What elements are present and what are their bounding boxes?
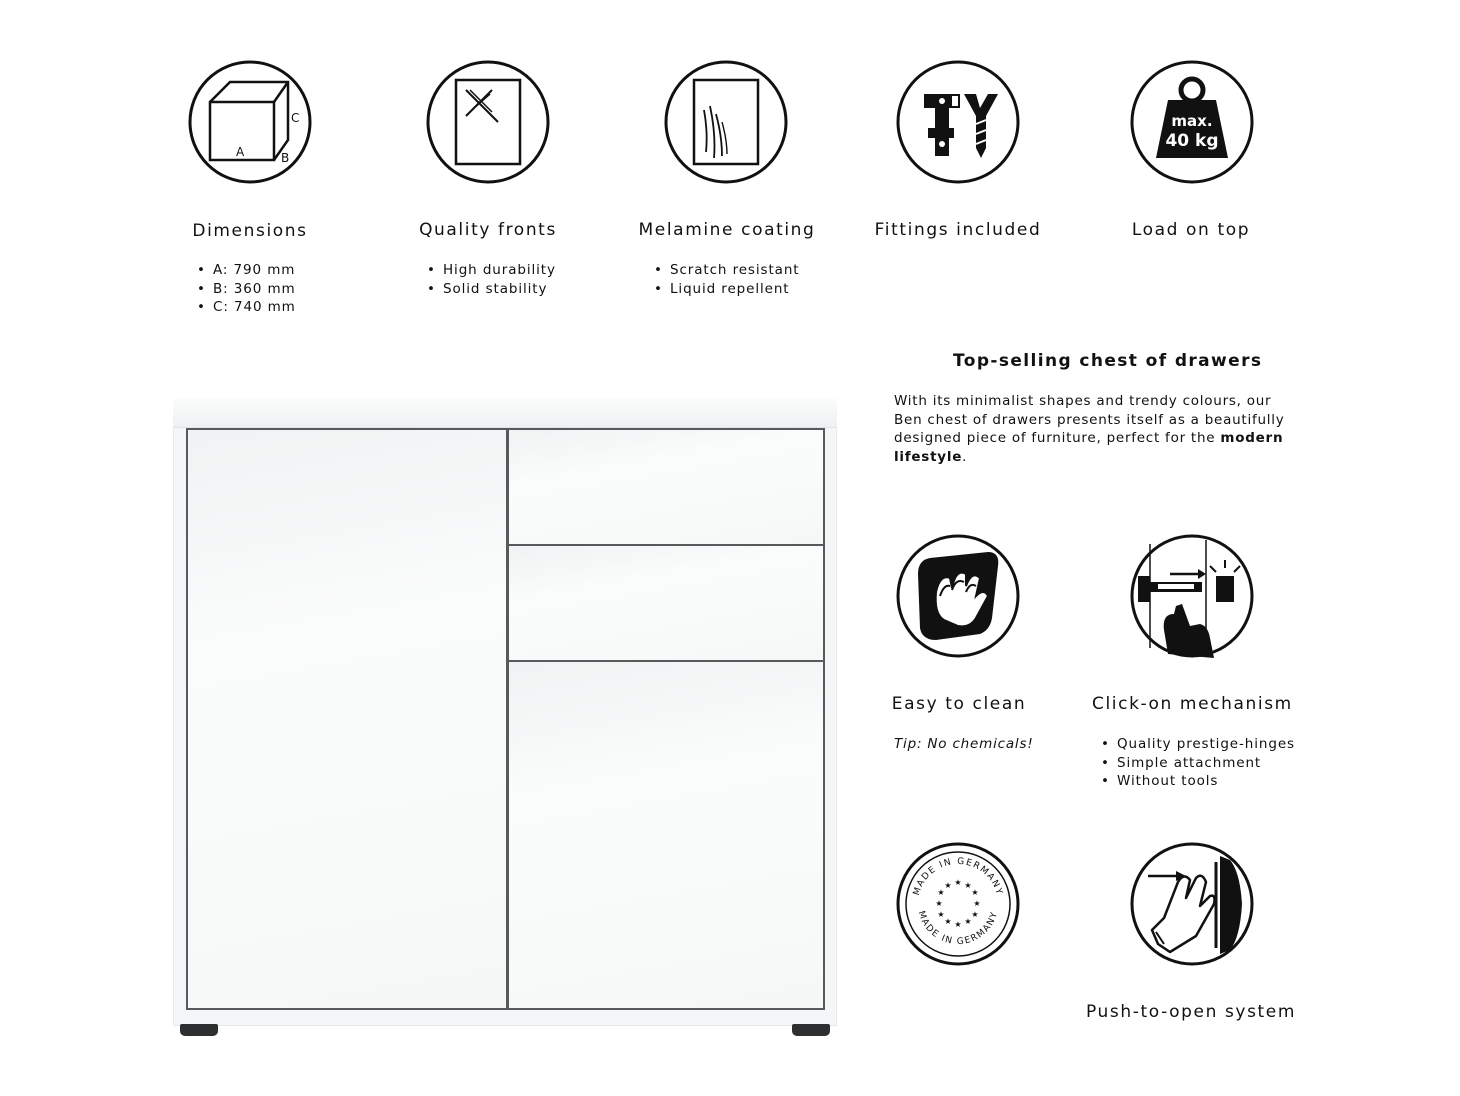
svg-text:★: ★ <box>937 910 945 919</box>
svg-text:★: ★ <box>971 888 979 897</box>
dimensions-list <box>197 261 296 317</box>
svg-text:★: ★ <box>971 910 979 919</box>
svg-text:★: ★ <box>954 920 962 929</box>
svg-text:★: ★ <box>944 881 952 890</box>
dimensions-title: Dimensions <box>192 221 308 241</box>
melamine-coating-list <box>654 261 799 298</box>
list-item: • High durability <box>427 261 556 280</box>
svg-text:★: ★ <box>954 878 962 887</box>
cabinet-right-door <box>507 660 825 1010</box>
cube-label-b: B <box>281 151 290 165</box>
intro-emphasis: modern lifestyle <box>894 430 1284 465</box>
list-item: • C: 740 mm <box>197 298 296 317</box>
click-on-hinge-icon <box>1130 534 1254 658</box>
list-item: • Simple attachment <box>1101 754 1295 773</box>
list-item: • A: 790 mm <box>197 261 296 280</box>
weight-label-kg: 40 kg <box>1165 131 1219 151</box>
list-item: • Without tools <box>1101 772 1295 791</box>
seal-text-bottom: MADE IN GERMANY <box>915 909 1001 948</box>
list-item: • B: 360 mm <box>197 280 296 299</box>
quality-fronts-title: Quality fronts <box>419 220 557 240</box>
made-in-germany-seal-icon <box>896 842 1020 966</box>
list-item: • Quality prestige-hinges <box>1101 735 1295 754</box>
cube-label-a: A <box>236 145 245 159</box>
fittings-included-title: Fittings included <box>874 220 1042 240</box>
click-on-mechanism-title: Click-on mechanism <box>1092 694 1293 714</box>
list-item: • Liquid repellent <box>654 280 799 299</box>
fittings-icon <box>896 60 1020 184</box>
svg-text:★: ★ <box>935 899 943 908</box>
svg-text:★: ★ <box>944 917 952 926</box>
cabinet-top-drawer <box>507 428 825 546</box>
quality-fronts-icon <box>426 60 550 184</box>
easy-to-clean-tip: Tip: No chemicals! <box>894 736 1034 752</box>
cabinet-foot-left <box>180 1024 218 1036</box>
load-on-top-title: Load on top <box>1131 220 1251 240</box>
intro-text: With its minimalist shapes and trendy colours, our Ben chest of drawers presents itself as a beautifully designed piece of furniture, perfect for the <box>894 393 1285 446</box>
push-to-open-title: Push-to-open system <box>1086 1002 1297 1022</box>
svg-text:★: ★ <box>937 888 945 897</box>
cube-label-c: C <box>291 111 300 125</box>
intro-description <box>894 392 1304 466</box>
intro-end: . <box>962 448 968 465</box>
weight-icon <box>1130 60 1254 184</box>
push-to-open-icon <box>1130 842 1254 966</box>
cleaning-cloth-icon <box>896 534 1020 658</box>
list-item: • Scratch resistant <box>654 261 799 280</box>
easy-to-clean-title: Easy to clean <box>891 694 1027 714</box>
melamine-coating-title: Melamine coating <box>638 220 816 240</box>
svg-text:★: ★ <box>973 899 981 908</box>
cabinet-foot-right <box>792 1024 830 1036</box>
cabinet-top <box>173 398 837 428</box>
cabinet-middle-drawer <box>507 544 825 662</box>
list-item: • Solid stability <box>427 280 556 299</box>
intro-heading: Top-selling chest of drawers <box>953 351 1263 371</box>
cabinet-left-door <box>186 428 508 1010</box>
weight-label-max: max. <box>1171 112 1213 130</box>
svg-text:★: ★ <box>964 917 972 926</box>
svg-text:★: ★ <box>964 881 972 890</box>
quality-fronts-list <box>427 261 556 298</box>
melamine-coating-icon <box>664 60 788 184</box>
seal-text-top: MADE IN GERMANY <box>911 856 1005 897</box>
dimensions-cube-icon <box>188 60 312 184</box>
click-on-mechanism-list <box>1101 735 1295 791</box>
